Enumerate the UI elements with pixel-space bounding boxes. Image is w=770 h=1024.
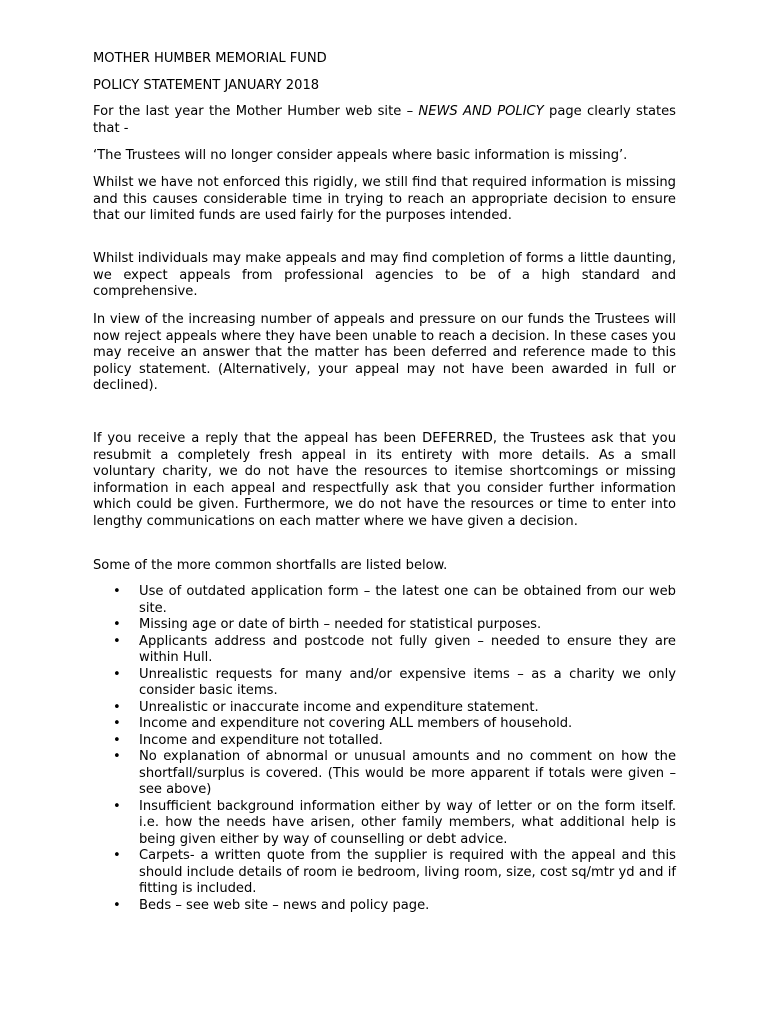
- bullet-icon: •: [113, 749, 121, 764]
- increasing-paragraph: In view of the increasing number of appeals and pressure on our funds the Trustees will now reject appeals where they have been unable to reach a decision. In these cases you may receive an answer that the matter has been deferred and reference made to this policy statement. (Alternatively, your appeal may not have been awarded in full or declined).: [93, 312, 676, 393]
- list-item-text: Beds – see web site – news and policy page.: [139, 897, 430, 913]
- intro-emphasis: NEWS AND POLICY: [418, 104, 544, 119]
- shortfalls-list: [93, 584, 676, 914]
- list-item: [93, 700, 676, 717]
- bullet-icon: •: [113, 848, 121, 863]
- list-item-text: No explanation of abnormal or unusual amounts and no comment on how the shortfall/surplus is covered. (This would be more apparent if totals were given – see above): [139, 749, 676, 797]
- list-item-text: Use of outdated application form – the latest one can be obtained from our web site.: [139, 584, 676, 616]
- bullet-icon: •: [113, 699, 121, 715]
- list-item-text: Income and expenditure not covering ALL members of household.: [139, 716, 573, 731]
- list-item: [93, 733, 676, 750]
- list-item: [93, 716, 676, 733]
- bullet-icon: •: [113, 666, 121, 682]
- list-item: [93, 634, 676, 667]
- deferred-paragraph: If you receive a reply that the appeal has been DEFERRED, the Trustees ask that you resubmit a completely fresh appeal in its entirety with more details. As a small voluntary charity, we do not have the resources to itemise shortcomings or missing information in each appeal and respectfully ask that you consider further information which could be given. Furthermore, we do not have the resources or time to enter into lengthy communications on each matter where we have given a decision.: [93, 431, 676, 529]
- intro-text-after: page clearly states that -: [93, 104, 676, 136]
- bullet-icon: •: [113, 798, 121, 814]
- list-item: [93, 667, 676, 700]
- bullet-icon: •: [113, 633, 121, 649]
- list-item: [93, 898, 676, 915]
- list-item-text: Missing age or date of birth – needed for statistical purposes.: [139, 617, 542, 632]
- list-item-text: Carpets- a written quote from the supplier is required with the appeal and this should include details of room ie bedroom, living room, size, cost sq/mtr yd and if fitting is included.: [139, 848, 676, 896]
- list-item-text: Unrealistic or inaccurate income and expenditure statement.: [139, 699, 539, 715]
- list-item-text: Income and expenditure not totalled.: [139, 732, 383, 748]
- intro-paragraph: [93, 104, 676, 137]
- bullet-icon: •: [113, 617, 121, 632]
- bullet-icon: •: [113, 897, 121, 913]
- enforce-paragraph: Whilst we have not enforced this rigidly, we still find that required information is missing and this causes considerable time in trying to reach an appropriate decision to ensure that our limited funds are used fairly for the purposes intended.: [93, 175, 676, 223]
- list-item-text: Applicants address and postcode not fully given – needed to ensure they are within Hull.: [139, 633, 676, 665]
- list-item-text: Unrealistic requests for many and/or expensive items – as a charity we only consider basic items.: [139, 666, 676, 698]
- list-item: [93, 584, 676, 617]
- bullet-icon: •: [113, 716, 121, 731]
- list-item: [93, 749, 676, 799]
- list-item: [93, 799, 676, 849]
- intro-text-before: For the last year the Mother Humber web site –: [93, 104, 419, 119]
- list-item: [93, 848, 676, 898]
- bullet-icon: •: [113, 732, 121, 748]
- shortfalls-intro: Some of the more common shortfalls are listed below.: [93, 558, 448, 573]
- bullet-icon: •: [113, 584, 121, 599]
- document-title: MOTHER HUMBER MEMORIAL FUND: [93, 51, 327, 66]
- quote-paragraph: ‘The Trustees will no longer consider appeals where basic information is missing’.: [93, 148, 628, 163]
- list-item: [93, 617, 676, 634]
- list-item-text: Insufficient background information either by way of letter or on the form itself. i.e. how the needs have arisen, other family members, what additional help is being given either by way of counselling or debt advice.: [139, 798, 676, 847]
- document-subtitle: POLICY STATEMENT JANUARY 2018: [93, 78, 320, 93]
- individuals-paragraph: Whilst individuals may make appeals and may find completion of forms a little daunting, we expect appeals from professional agencies to be of a high standard and comprehensive.: [93, 251, 676, 299]
